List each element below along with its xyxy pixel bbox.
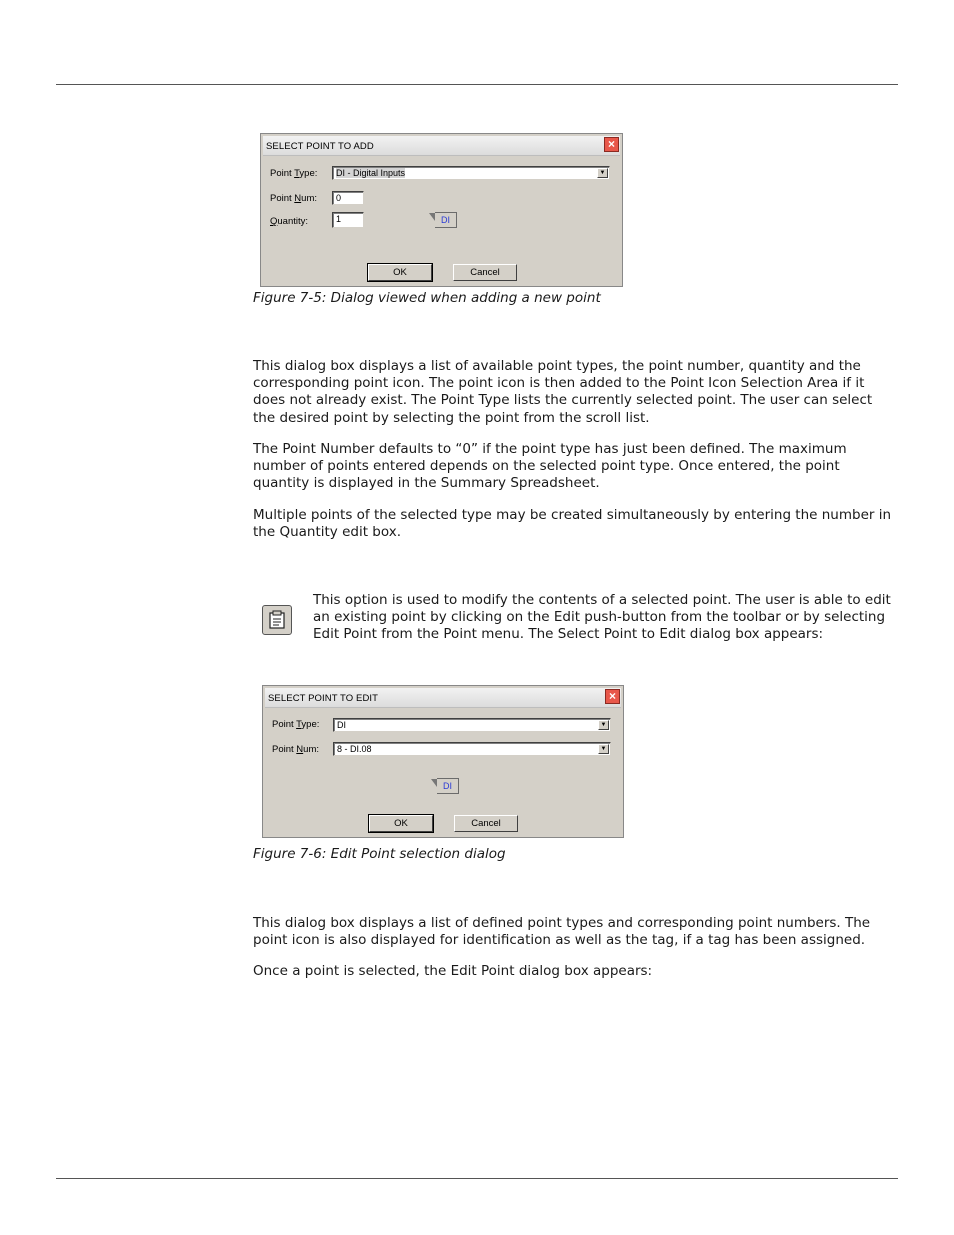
close-icon[interactable]: × xyxy=(604,137,619,152)
point-num-value: 8 - DI.08 xyxy=(337,744,372,754)
dialog-title: SELECT POINT TO EDIT xyxy=(268,693,379,704)
edit-point-toolbar-icon xyxy=(262,605,292,635)
point-type-select[interactable] xyxy=(333,718,611,732)
point-num-input[interactable]: 0 xyxy=(332,191,364,205)
figure-caption: Figure 7-6: Edit Point selection dialog xyxy=(253,846,506,862)
ok-button[interactable]: OK xyxy=(368,264,432,281)
point-type-value: DI xyxy=(337,720,346,730)
header-rule xyxy=(56,84,898,85)
paragraph: The Point Number defaults to “0” if the point type has just been defined. The maximum number of points entered depends on the selected point type. Once entered, the point quantity is displayed in the Summary Spreadsheet. xyxy=(253,441,847,492)
cancel-button[interactable]: Cancel xyxy=(453,264,517,281)
digital-input-point-icon: DI xyxy=(435,212,457,228)
point-num-label: Point Num: xyxy=(272,744,320,755)
paragraph: Once a point is selected, the Edit Point dialog box appears: xyxy=(253,963,653,979)
quantity-label: Quantity: xyxy=(270,216,309,227)
select-point-to-add-dialog xyxy=(260,133,623,287)
chevron-down-icon[interactable]: ▼ xyxy=(597,168,608,178)
point-num-select[interactable] xyxy=(333,742,611,756)
paragraph: Multiple points of the selected type may be created simultaneously by entering the number in the Quantity edit box. xyxy=(253,507,892,541)
paragraph: This option is used to modify the contents of a selected point. The user is able to edit an existing point by clicking on the Edit push-button from the toolbar or by selecting Edit Point from the Point menu. The Select Point to Edit dialog box appears: xyxy=(313,592,891,643)
point-type-value: DI - Digital Inputs xyxy=(336,168,406,178)
chevron-down-icon[interactable]: ▼ xyxy=(598,720,609,730)
select-point-to-edit-dialog xyxy=(262,685,624,838)
point-num-label: Point Num: xyxy=(270,193,318,204)
figure-caption: Figure 7-5: Dialog viewed when adding a new point xyxy=(253,290,601,306)
paragraph: This dialog box displays a list of available point types, the point number, quantity and the corresponding point icon. The point icon is then added to the Point Icon Selection Area if it does not already exist. The Point Type lists the currently selected point. The user can select the desired point by selecting the point from the scroll list. xyxy=(253,358,873,426)
point-type-label: Point Type: xyxy=(272,719,320,730)
close-icon[interactable]: × xyxy=(605,689,620,704)
footer-rule xyxy=(56,1178,898,1179)
quantity-input[interactable]: 1 xyxy=(332,212,364,228)
paragraph: This dialog box displays a list of defined point types and corresponding point numbers. The point icon is also displayed for identification as well as the tag, if a tag has been assigned. xyxy=(253,915,871,949)
ok-button[interactable]: OK xyxy=(369,815,433,832)
cancel-button[interactable]: Cancel xyxy=(454,815,518,832)
point-type-select[interactable] xyxy=(332,166,610,180)
chevron-down-icon[interactable]: ▼ xyxy=(598,744,609,754)
dialog-title: SELECT POINT TO ADD xyxy=(266,141,374,152)
digital-input-point-icon: DI xyxy=(437,778,459,794)
clipboard-icon xyxy=(263,606,291,634)
point-type-label: Point Type: xyxy=(270,168,318,179)
dialog-titlebar[interactable] xyxy=(263,136,620,156)
dialog-titlebar[interactable] xyxy=(265,688,621,708)
